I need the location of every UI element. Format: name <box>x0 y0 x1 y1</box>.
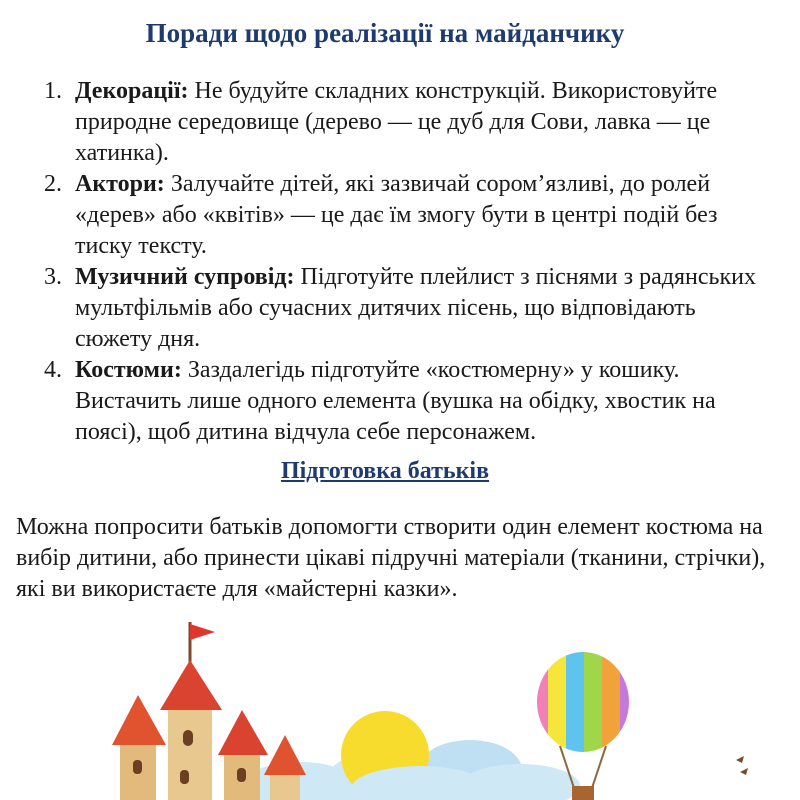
list-number: 4. <box>44 357 62 383</box>
page-title: Поради щодо реалізації на майданчику <box>145 18 625 48</box>
list-number: 1. <box>44 78 62 104</box>
fairytale-illustration <box>0 610 800 800</box>
list-item <box>14 76 770 169</box>
section-subtitle: Підготовка батьків <box>280 458 490 484</box>
tip-term: Декорації: <box>75 78 189 104</box>
tip-text: Заздалегідь підготуйте «костюмерну» у кошику. Вистачить лише одного елемента (вушка на обідку, хвостик на поясі), щоб дитина відчула себе персонажем. <box>75 357 716 445</box>
list-number: 2. <box>44 171 62 197</box>
list-item <box>14 169 770 262</box>
tip-text: Залучайте дітей, які зазвичай сором’язливі, до ролей «дерев» або «квітів» — це дає їм змогу бути в центрі подій без тиску тексту. <box>75 171 718 259</box>
list-item <box>14 262 770 355</box>
tip-term: Костюми: <box>75 357 182 383</box>
tip-term: Актори: <box>75 171 165 197</box>
list-number: 3. <box>44 264 62 290</box>
list-item <box>14 355 770 448</box>
tip-term: Музичний супровід: <box>75 264 295 290</box>
tips-list <box>14 76 770 448</box>
tip-text: Підготуйте плейлист з піснями з радянських мультфільмів або сучасних дитячих пісень, що відповідають сюжету дня. <box>75 264 756 352</box>
body-paragraph: Можна попросити батьків допомогти створити один елемент костюма на вибір дитини, або принести цікаві підручні матеріали (тканини, стрічки), які ви використаєте для «майстерні казки». <box>16 514 766 602</box>
castle-shape <box>112 622 306 800</box>
bird-shape <box>736 756 748 775</box>
tip-text: Не будуйте складних конструкцій. Використовуйте природне середовище (дерево — це дуб для Сови, лавка — це хатинка). <box>75 78 718 166</box>
